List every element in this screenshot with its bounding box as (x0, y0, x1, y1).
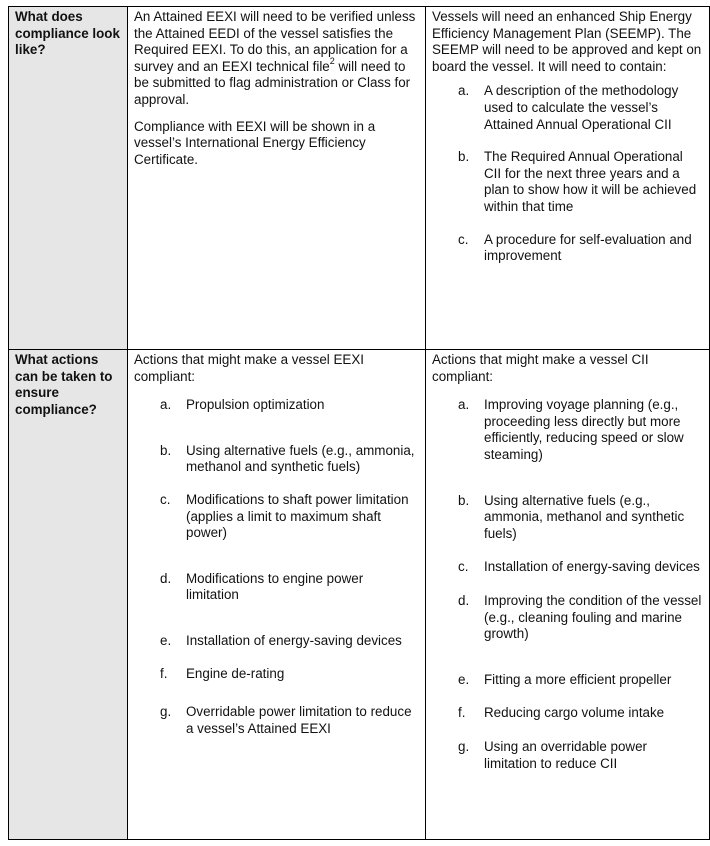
list-item (432, 672, 703, 689)
paragraph-text: An Attained EEXI will need to be verified unless the Attained EEDI of the vessel satisfies the Required EEXI. To do this, an application for a survey and an EEXI technical file (134, 9, 416, 74)
list-letter: c. (458, 559, 469, 575)
list-letter: d. (458, 592, 470, 608)
cii-requirements-list (432, 83, 703, 264)
row-heading-cell (9, 7, 128, 350)
list-text: Using alternative fuels (e.g., ammonia, methanol and synthetic fuels) (484, 492, 685, 541)
cii-cell (426, 7, 710, 350)
list-text: Modifications to shaft power limitation (applies a limit to maximum shaft power) (186, 491, 409, 541)
list-item (134, 492, 419, 542)
list-item (432, 559, 703, 576)
eexi-cell (128, 7, 426, 350)
list-letter: f. (458, 705, 466, 721)
list-item (432, 739, 703, 772)
list-item (134, 443, 419, 476)
list-letter: f. (160, 665, 168, 681)
eexi-actions-list (134, 397, 419, 737)
list-text: Reducing cargo volume intake (484, 705, 665, 721)
list-text: Fitting a more efficient propeller (484, 671, 672, 687)
list-text: Using alternative fuels (e.g., ammonia, methanol and synthetic fuels) (186, 442, 415, 475)
cii-actions-intro: Actions that might make a vessel CII compliant: (432, 352, 649, 384)
list-text: Overridable power limitation to reduce a vessel’s Attained EEXI (186, 704, 412, 736)
list-text: Engine de-rating (186, 665, 285, 681)
list-letter: g. (458, 738, 470, 754)
row-heading: What does compliance look like? (15, 9, 120, 58)
list-text: A description of the methodology used to calculate the vessel’s Attained Annual Operational CII (484, 83, 679, 132)
list-text: Using an overridable power limitation to reduce CII (484, 738, 648, 771)
paragraph-text: will need to be submitted to flag administration or Class for approval. (134, 58, 411, 107)
list-item (432, 149, 703, 215)
list-letter: e. (458, 671, 470, 687)
cii-actions-list (432, 397, 703, 772)
list-text: Installation of energy-saving devices (186, 632, 402, 648)
list-item (432, 83, 703, 133)
list-text: Improving voyage planning (e.g., proceeding less directly but more efficiently, reducing speed or slow steaming) (484, 397, 684, 462)
eexi-paragraph (134, 9, 419, 109)
list-item (134, 704, 419, 737)
eexi-actions-cell (128, 350, 426, 840)
list-letter: b. (458, 149, 470, 165)
list-item (134, 397, 419, 414)
list-letter: e. (160, 632, 172, 648)
footnote-marker: 2 (329, 56, 335, 67)
list-item (134, 633, 419, 650)
list-item (432, 705, 703, 722)
list-text: Modifications to engine power limitation (186, 570, 364, 603)
list-text: Installation of energy-saving devices (484, 559, 700, 575)
cii-intro: Vessels will need an enhanced Ship Energy Efficiency Management Plan (SEEMP). The SEEMP will need to be approved and kept on board the vessel. It will need to contain: (432, 9, 702, 74)
cii-actions-cell (426, 350, 710, 840)
list-text: Propulsion optimization (186, 397, 325, 413)
list-letter: a. (458, 83, 470, 99)
list-text: A procedure for self-evaluation and improvement (484, 231, 692, 264)
list-item (134, 666, 419, 683)
row-heading: What actions can be taken to ensure compliance? (15, 352, 113, 417)
eexi-paragraph: Compliance with EEXI will be shown in a vessel’s International Energy Efficiency Certificate. (134, 118, 376, 167)
list-item (432, 397, 703, 463)
list-item (432, 593, 703, 643)
row-heading-cell (9, 350, 128, 840)
list-text: Improving the condition of the vessel (e.g., cleaning fouling and marine growth) (484, 592, 702, 642)
list-item (432, 493, 703, 543)
list-text: The Required Annual Operational CII for the next three years and a plan to show how it will be achieved within that time (484, 149, 697, 214)
list-letter: a. (160, 397, 172, 413)
eexi-actions-intro: Actions that might make a vessel EEXI compliant: (134, 352, 364, 384)
compliance-table (8, 6, 710, 840)
list-letter: c. (458, 231, 469, 247)
list-letter: d. (160, 570, 172, 586)
list-letter: a. (458, 397, 470, 413)
list-letter: b. (458, 492, 470, 508)
list-letter: c. (160, 491, 171, 507)
list-item (432, 232, 703, 265)
table-row (9, 350, 710, 840)
list-letter: g. (160, 704, 172, 720)
list-item (134, 571, 419, 604)
list-letter: b. (160, 442, 172, 458)
table-row (9, 7, 710, 350)
